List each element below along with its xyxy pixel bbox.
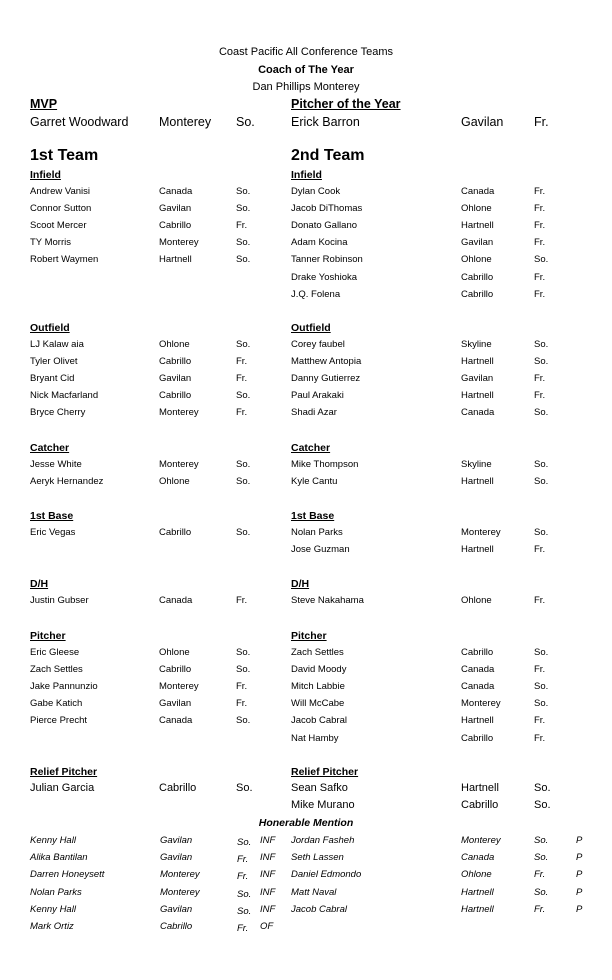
player-school: Monterey bbox=[160, 886, 200, 898]
player-name: Matthew Antopia bbox=[291, 356, 362, 368]
player-year: Fr. bbox=[534, 186, 546, 197]
player-school: Hartnell bbox=[461, 782, 499, 794]
player-school: Canada bbox=[159, 595, 193, 606]
player-school: Gavilan bbox=[160, 852, 193, 864]
player-school: Gavilan bbox=[461, 373, 494, 385]
player-year: So. bbox=[236, 186, 251, 197]
player-school: Cabrillo bbox=[159, 220, 192, 232]
player-position: P bbox=[576, 903, 583, 915]
player-year: Fr. bbox=[534, 288, 546, 300]
player-school: Monterey bbox=[159, 459, 199, 470]
player-name: Corey faubel bbox=[291, 339, 345, 350]
relief-label: Relief Pitcher bbox=[291, 766, 359, 778]
player-name: Mike Murano bbox=[291, 799, 355, 811]
player-name: Mark Ortiz bbox=[30, 921, 74, 932]
player-year: Fr. bbox=[534, 220, 546, 232]
player-school: Cabrillo bbox=[461, 288, 494, 300]
player-name: Dylan Cook bbox=[291, 186, 341, 197]
player-position: P bbox=[576, 835, 583, 846]
player-name: Jacob Cabral bbox=[291, 903, 347, 915]
player-year: So. bbox=[236, 254, 251, 266]
player-position: INF bbox=[260, 852, 276, 864]
player-year: Fr. bbox=[236, 595, 248, 606]
player-school: Canada bbox=[159, 715, 193, 727]
player-year: So. bbox=[236, 237, 251, 249]
player-year: So. bbox=[237, 905, 252, 917]
player-name: Danny Gutierrez bbox=[291, 373, 361, 385]
player-name: Eric Gleese bbox=[30, 647, 80, 658]
player-school: Hartnell bbox=[461, 886, 494, 898]
player-school: Canada bbox=[461, 681, 495, 693]
player-name: Scoot Mercer bbox=[30, 220, 87, 232]
player-year: Fr. bbox=[534, 237, 546, 249]
player-school: Cabrillo bbox=[159, 664, 192, 676]
player-year: Fr. bbox=[236, 407, 248, 419]
player-year: So. bbox=[237, 888, 252, 900]
player-position: INF bbox=[260, 869, 276, 881]
player-name: Eric Vegas bbox=[30, 527, 76, 538]
player-name: Matt Naval bbox=[291, 886, 337, 898]
player-school: Monterey bbox=[159, 681, 199, 693]
player-position: P bbox=[576, 852, 583, 864]
player-name: Kenny Hall bbox=[30, 835, 76, 846]
player-name: Mitch Labbie bbox=[291, 681, 345, 693]
player-school: Ohlone bbox=[461, 595, 492, 606]
player-year: Fr. bbox=[534, 664, 546, 676]
player-name: Paul Arakaki bbox=[291, 390, 344, 402]
player-name: Gabe Katich bbox=[30, 698, 83, 710]
pitcher-label: Pitcher bbox=[30, 630, 66, 642]
player-name: Connor Sutton bbox=[30, 203, 92, 215]
player-school: Ohlone bbox=[159, 476, 190, 488]
player-school: Monterey bbox=[461, 527, 501, 538]
player-name: Drake Yoshioka bbox=[291, 271, 358, 283]
player-school: Gavilan bbox=[159, 373, 192, 385]
player-year: So. bbox=[534, 852, 549, 864]
page-title: Coast Pacific All Conference Teams bbox=[218, 46, 394, 58]
player-year: Fr. bbox=[534, 271, 546, 283]
player-year: So. bbox=[534, 647, 549, 658]
player-school: Canada bbox=[461, 852, 495, 864]
player-name: Justin Gubser bbox=[30, 595, 89, 606]
player-name: Seth Lassen bbox=[291, 852, 344, 864]
player-name: J.Q. Folena bbox=[291, 288, 341, 300]
player-name: Aeryk Hernandez bbox=[30, 476, 104, 488]
player-school: Gavilan bbox=[159, 203, 192, 215]
player-school: Gavilan bbox=[160, 903, 193, 915]
player-name: Nat Hamby bbox=[291, 732, 339, 744]
player-school: Monterey bbox=[159, 237, 199, 249]
player-school: Cabrillo bbox=[159, 782, 197, 794]
player-year: Fr. bbox=[236, 681, 248, 693]
player-year: So. bbox=[236, 476, 251, 488]
player-year: So. bbox=[534, 835, 549, 846]
player-position: OF bbox=[260, 921, 274, 932]
player-year: Fr. bbox=[534, 715, 546, 727]
player-year: Fr. bbox=[534, 903, 546, 915]
player-year: So. bbox=[534, 459, 549, 470]
dh-label: D/H bbox=[30, 578, 49, 590]
honorable-mention-label: Honerable Mention bbox=[258, 817, 354, 829]
player-name: TY Morris bbox=[30, 237, 71, 249]
player-school: Canada bbox=[461, 407, 495, 419]
player-school: Hartnell bbox=[461, 544, 494, 556]
player-name: Jacob Cabral bbox=[291, 715, 347, 727]
player-name: Jordan Fasheh bbox=[291, 835, 355, 846]
player-name: Sean Safko bbox=[291, 782, 348, 794]
player-name: Tyler Olivet bbox=[30, 356, 78, 368]
player-name: Daniel Edmondo bbox=[291, 869, 362, 881]
pitcher-of-year-name: Erick Barron bbox=[291, 115, 360, 129]
player-name: Will McCabe bbox=[291, 698, 345, 710]
player-year: So. bbox=[236, 203, 251, 215]
player-name: Bryce Cherry bbox=[30, 407, 86, 419]
player-school: Ohlone bbox=[461, 254, 492, 266]
player-name: Jesse White bbox=[30, 459, 82, 470]
pitcher-label: Pitcher bbox=[291, 630, 327, 642]
player-school: Cabrillo bbox=[159, 527, 192, 538]
relief-label: Relief Pitcher bbox=[30, 766, 98, 778]
player-year: So. bbox=[237, 837, 252, 848]
first-base-label: 1st Base bbox=[30, 510, 74, 522]
player-name: Kyle Cantu bbox=[291, 476, 338, 488]
player-school: Skyline bbox=[461, 339, 492, 350]
player-name: Julian Garcia bbox=[30, 782, 95, 794]
player-name: Robert Waymen bbox=[30, 254, 99, 266]
player-year: So. bbox=[236, 647, 251, 658]
player-school: Cabrillo bbox=[461, 799, 499, 811]
player-name: Tanner Robinson bbox=[291, 254, 363, 266]
player-year: So. bbox=[236, 459, 251, 470]
player-year: Fr. bbox=[534, 373, 546, 385]
player-school: Hartnell bbox=[461, 356, 494, 368]
player-year: Fr. bbox=[236, 220, 248, 232]
player-school: Cabrillo bbox=[160, 921, 193, 932]
player-school: Hartnell bbox=[461, 390, 494, 402]
player-year: So. bbox=[534, 799, 551, 811]
player-school: Hartnell bbox=[159, 254, 192, 266]
pitcher-of-year-year: Fr. bbox=[534, 115, 549, 129]
player-school: Skyline bbox=[461, 459, 492, 470]
infield-label: Infield bbox=[291, 169, 322, 181]
player-name: Bryant Cid bbox=[30, 373, 75, 385]
player-year: Fr. bbox=[534, 544, 546, 556]
player-school: Cabrillo bbox=[461, 647, 494, 658]
player-year: Fr. bbox=[236, 698, 248, 710]
coach-of-year-name: Dan Phillips Monterey bbox=[252, 81, 360, 93]
player-name: Nolan Parks bbox=[30, 886, 82, 898]
player-school: Ohlone bbox=[461, 203, 492, 215]
player-position: P bbox=[576, 886, 583, 898]
player-school: Hartnell bbox=[461, 476, 494, 488]
player-name: Pierce Precht bbox=[30, 715, 88, 727]
player-school: Gavilan bbox=[160, 835, 193, 846]
player-year: Fr. bbox=[237, 854, 249, 866]
player-school: Ohlone bbox=[159, 647, 190, 658]
player-year: Fr. bbox=[236, 356, 248, 368]
player-year: Fr. bbox=[534, 732, 546, 744]
player-school: Canada bbox=[159, 186, 193, 197]
player-school: Cabrillo bbox=[461, 732, 494, 744]
catcher-label: Catcher bbox=[291, 442, 331, 454]
mvp-name: Garret Woodward bbox=[30, 115, 129, 129]
player-name: Alika Bantilan bbox=[30, 852, 88, 864]
player-school: Gavilan bbox=[159, 698, 192, 710]
player-school: Ohlone bbox=[461, 869, 492, 881]
player-year: So. bbox=[236, 339, 251, 350]
player-year: So. bbox=[534, 407, 549, 419]
player-year: Fr. bbox=[236, 373, 248, 385]
player-name: Jose Guzman bbox=[291, 544, 350, 556]
player-name: Kenny Hall bbox=[30, 903, 76, 915]
player-year: So. bbox=[236, 782, 253, 794]
outfield-label: Outfield bbox=[291, 322, 331, 334]
player-name: Nick Macfarland bbox=[30, 390, 99, 402]
player-year: Fr. bbox=[534, 203, 546, 215]
player-school: Hartnell bbox=[461, 220, 494, 232]
mvp-school: Monterey bbox=[159, 115, 212, 129]
player-year: So. bbox=[534, 476, 549, 488]
mvp-year: So. bbox=[236, 115, 255, 129]
player-school: Hartnell bbox=[461, 715, 494, 727]
player-name: David Moody bbox=[291, 664, 347, 676]
mvp-label: MVP bbox=[30, 97, 58, 111]
player-year: So. bbox=[534, 886, 549, 898]
player-school: Monterey bbox=[461, 835, 501, 846]
player-year: Fr. bbox=[534, 869, 546, 881]
first-team-title: 1st Team bbox=[30, 147, 99, 164]
player-school: Cabrillo bbox=[159, 356, 192, 368]
player-name: Nolan Parks bbox=[291, 527, 343, 538]
player-name: Jake Pannunzio bbox=[30, 681, 98, 693]
player-position: P bbox=[576, 869, 583, 881]
player-school: Hartnell bbox=[461, 903, 494, 915]
player-name: Donato Gallano bbox=[291, 220, 358, 232]
player-name: Zach Settles bbox=[30, 664, 83, 676]
player-year: So. bbox=[534, 698, 549, 710]
player-year: So. bbox=[236, 715, 251, 727]
player-year: So. bbox=[236, 527, 251, 538]
player-year: So. bbox=[534, 527, 549, 538]
player-year: So. bbox=[236, 664, 251, 676]
player-school: Canada bbox=[461, 664, 495, 676]
outfield-label: Outfield bbox=[30, 322, 70, 334]
player-name: Zach Settles bbox=[291, 647, 344, 658]
player-position: INF bbox=[260, 835, 276, 846]
player-year: So. bbox=[534, 782, 551, 794]
player-name: LJ Kalaw aia bbox=[30, 339, 84, 350]
player-year: So. bbox=[534, 254, 549, 266]
player-name: Darren Honeysett bbox=[30, 869, 105, 881]
player-school: Canada bbox=[461, 186, 495, 197]
catcher-label: Catcher bbox=[30, 442, 70, 454]
player-name: Andrew Vanisi bbox=[30, 186, 91, 197]
first-base-label: 1st Base bbox=[291, 510, 335, 522]
player-year: Fr. bbox=[534, 390, 546, 402]
second-team-title: 2nd Team bbox=[291, 147, 365, 164]
player-school: Cabrillo bbox=[461, 271, 494, 283]
player-school: Ohlone bbox=[159, 339, 190, 350]
player-year: Fr. bbox=[237, 871, 249, 883]
dh-label: D/H bbox=[291, 578, 310, 590]
player-name: Mike Thompson bbox=[291, 459, 359, 470]
player-year: So. bbox=[534, 356, 549, 368]
player-year: Fr. bbox=[534, 595, 546, 606]
player-school: Monterey bbox=[461, 698, 501, 710]
player-name: Jacob DiThomas bbox=[291, 203, 363, 215]
player-year: So. bbox=[534, 681, 549, 693]
player-name: Adam Kocina bbox=[291, 237, 348, 249]
player-year: So. bbox=[534, 339, 549, 350]
infield-label: Infield bbox=[30, 169, 61, 181]
player-school: Monterey bbox=[159, 407, 199, 419]
player-name: Steve Nakahama bbox=[291, 595, 364, 606]
pitcher-of-year-label: Pitcher of the Year bbox=[291, 97, 401, 111]
player-school: Gavilan bbox=[461, 237, 494, 249]
player-year: Fr. bbox=[237, 923, 249, 934]
player-position: INF bbox=[260, 886, 276, 898]
pitcher-of-year-school: Gavilan bbox=[461, 115, 504, 129]
player-position: INF bbox=[260, 903, 276, 915]
player-school: Cabrillo bbox=[159, 390, 192, 402]
coach-of-year-label: Coach of The Year bbox=[258, 64, 354, 76]
player-name: Shadi Azar bbox=[291, 407, 337, 419]
player-year: So. bbox=[236, 390, 251, 402]
player-school: Monterey bbox=[160, 869, 200, 881]
